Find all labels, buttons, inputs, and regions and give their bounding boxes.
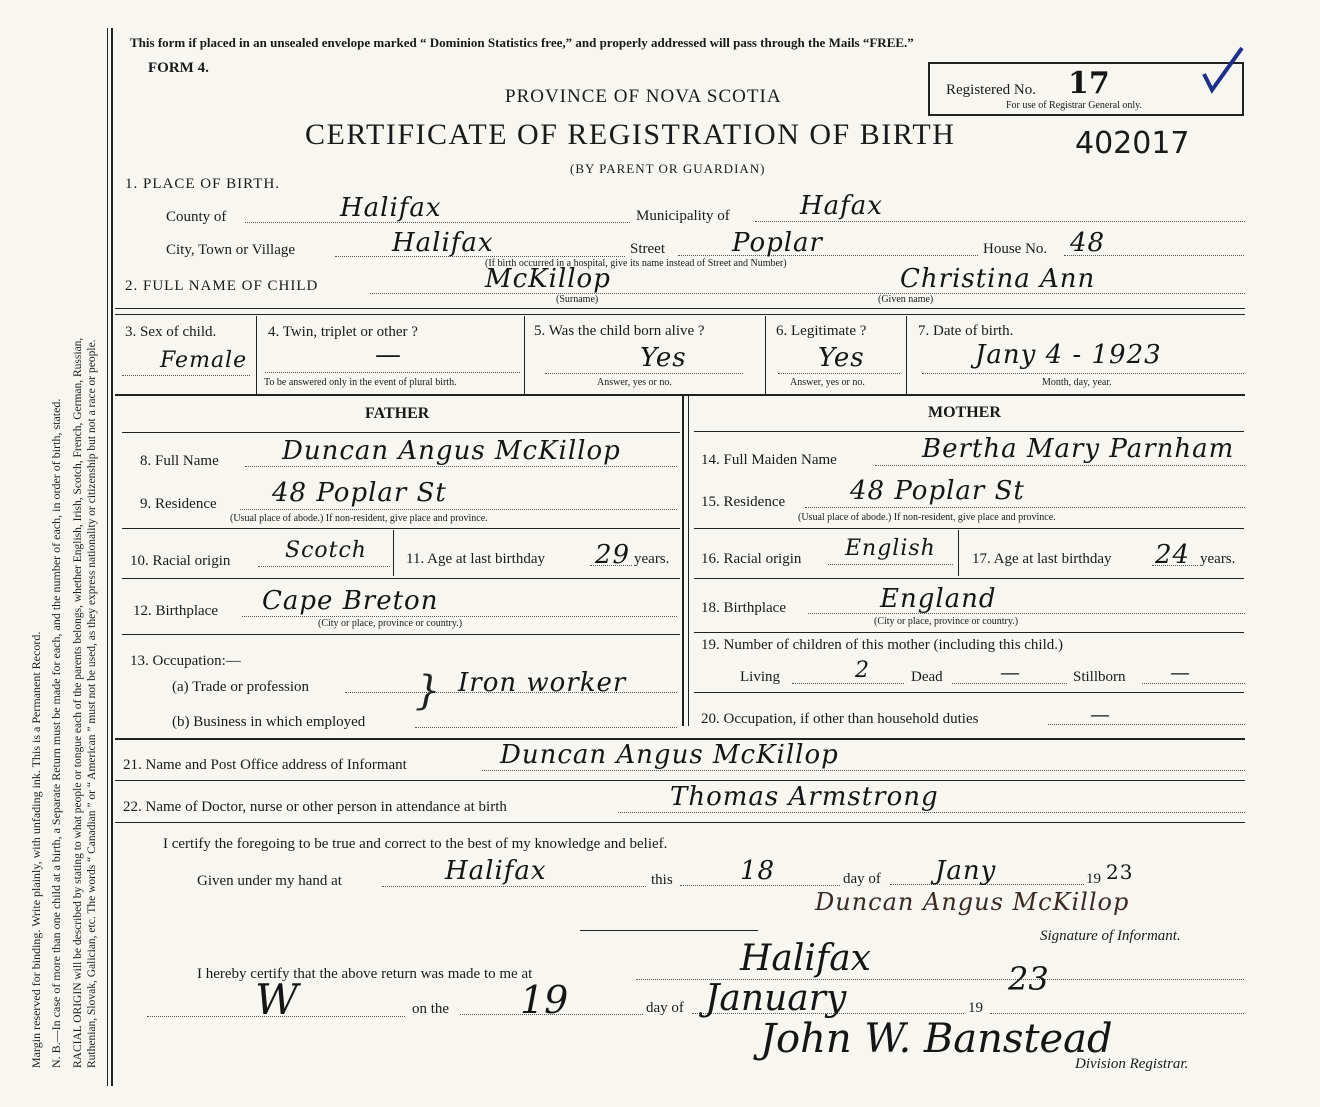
dob-label: 7. Date of birth. <box>918 323 1014 339</box>
hospital-note: (If birth occurred in a hospital, give its name instead of Street and Number) <box>485 258 787 269</box>
county-label: County of <box>166 209 227 225</box>
dead-label: Dead <box>911 669 943 685</box>
legitimate-value: Yes <box>818 343 865 373</box>
dob-note: Month, day, year. <box>1042 377 1112 388</box>
registrar-place-year: 23 <box>1008 960 1049 998</box>
mother-name: Bertha Mary Parnham <box>922 434 1235 464</box>
alive-label: 5. Was the child born alive ? <box>534 323 705 339</box>
city-value: Halifax <box>392 228 494 258</box>
living-label: Living <box>740 669 780 685</box>
given-under-label: Given under my hand at <box>197 873 342 889</box>
dob-value: Jany 4 - 1923 <box>975 340 1162 370</box>
municipality-value: Hafax <box>800 191 883 221</box>
doctor-label: 22. Name of Doctor, nurse or other person in attendance at birth <box>123 799 507 815</box>
father-residence-label: 9. Residence <box>140 496 217 512</box>
registrar-caption: Division Registrar. <box>1075 1056 1189 1072</box>
margin-note-1: Margin reserved for binding. Write plainly, with unfading ink. This is a Permanent Record. <box>29 631 43 1068</box>
mother-race-label: 16. Racial origin <box>701 551 802 567</box>
mother-occupation: — <box>1090 702 1111 726</box>
place-of-birth-heading: 1. PLACE OF BIRTH. <box>125 176 281 192</box>
sex-value: Female <box>160 348 248 373</box>
trade-label: (a) Trade or profession <box>172 679 310 695</box>
business-label: (b) Business in which employed <box>172 714 366 730</box>
given-year: 23 <box>1106 860 1134 884</box>
informant-value: Duncan Angus McKillop <box>500 740 839 770</box>
house-value: 48 <box>1070 228 1106 258</box>
subtitle: (BY PARENT OR GUARDIAN) <box>570 161 766 176</box>
mother-race: English <box>845 536 936 561</box>
certify-statement: I certify the foregoing to be true and correct to the best of my knowledge and belief. <box>163 836 668 852</box>
father-heading: FATHER <box>365 405 430 422</box>
given-day: 18 <box>740 856 776 886</box>
margin-note-2: N. B.—In case of more than one child at a birth, a Separate Return must be made for each, and the number of each, in order of birth, stated. <box>49 398 63 1068</box>
legitimate-label: 6. Legitimate ? <box>776 323 867 339</box>
registrar-place: Halifax <box>740 938 871 979</box>
father-years: years. <box>634 551 670 567</box>
this-label: this <box>651 872 673 888</box>
father-birthplace-note: (City or place, province or country.) <box>318 618 463 629</box>
living-value: 2 <box>855 658 870 683</box>
house-label: House No. <box>983 241 1048 257</box>
twin-value: — <box>375 340 402 370</box>
registrar-signature: John W. Banstead <box>760 1016 1113 1062</box>
registrar-dayof-label: day of <box>646 1000 684 1016</box>
registrar-statement: I hereby certify that the above return was made to me at <box>197 966 533 982</box>
mother-age-label: 17. Age at last birthday <box>972 551 1112 567</box>
street-value: Poplar <box>732 228 823 258</box>
twin-note: To be answered only in the event of plural birth. <box>264 377 457 388</box>
municipality-label: Municipality of <box>636 208 730 224</box>
alive-value: Yes <box>640 343 687 373</box>
margin-note-4: Ruthenian, Slovak, Galician, etc. The words “ Canadian ” or “ American ” must not be used, as they express nationality or citizenship but not a race or people. <box>86 339 98 1068</box>
registered-label: Registered No. <box>946 82 1036 98</box>
mother-occupation-label: 20. Occupation, if other than household duties <box>701 711 979 727</box>
margin-note-3: RACIAL ORIGIN will be described by stating to what people or tongue each of the parents belongs, whether English, Irish, Scotch, French, German, Russian, <box>72 337 84 1068</box>
father-race: Scotch <box>285 538 367 563</box>
father-age-label: 11. Age at last birthday <box>406 551 545 567</box>
father-age: 29 <box>595 540 631 570</box>
stillborn-label: Stillborn <box>1073 669 1126 685</box>
father-birthplace-label: 12. Birthplace <box>133 603 218 619</box>
mother-years: years. <box>1200 551 1236 567</box>
registrar-day: 19 <box>520 978 569 1022</box>
certificate-title: CERTIFICATE OF REGISTRATION OF BIRTH <box>305 118 956 151</box>
surname-caption: (Surname) <box>556 294 599 305</box>
father-race-label: 10. Racial origin <box>130 553 231 569</box>
registrar-note: For use of Registrar General only. <box>1006 100 1142 111</box>
given-month: Jany <box>935 856 997 886</box>
registered-box <box>928 62 1244 116</box>
dead-value: — <box>1000 660 1021 684</box>
mother-residence: 48 Poplar St <box>850 476 1025 506</box>
mother-birthplace-note: (City or place, province or country.) <box>874 616 1019 627</box>
sex-label: 3. Sex of child. <box>125 324 217 340</box>
mother-residence-note: (Usual place of abode.) If non-resident, give place and province. <box>798 512 1056 523</box>
form-number: FORM 4. <box>148 60 209 76</box>
signature-caption: Signature of Informant. <box>1040 928 1181 944</box>
father-name-label: 8. Full Name <box>140 453 219 469</box>
certificate-number: 402017 <box>1075 126 1190 161</box>
twin-label: 4. Twin, triplet or other ? <box>268 324 418 340</box>
informant-label: 21. Name and Post Office address of Informant <box>123 757 407 773</box>
registrar-year-prefix: 19 <box>968 1000 983 1016</box>
father-trade: Iron worker <box>458 668 627 698</box>
child-given-name: Christina Ann <box>900 264 1096 294</box>
mother-birthplace-label: 18. Birthplace <box>701 600 786 616</box>
legitimate-note: Answer, yes or no. <box>790 377 865 388</box>
on-the-label: on the <box>412 1001 450 1017</box>
street-label: Street <box>630 241 665 257</box>
child-surname: McKillop <box>485 264 611 294</box>
father-name: Duncan Angus McKillop <box>282 436 621 466</box>
year-prefix: 19 <box>1086 871 1101 887</box>
alive-note: Answer, yes or no. <box>597 377 672 388</box>
day-of-label: day of <box>843 871 881 887</box>
father-occupation-label: 13. Occupation:— <box>130 653 241 669</box>
mother-residence-label: 15. Residence <box>701 494 786 510</box>
registered-number: 17 <box>1068 66 1110 101</box>
county-value: Halifax <box>340 193 442 223</box>
given-caption: (Given name) <box>878 294 934 305</box>
informant-signature: Duncan Angus McKillop <box>815 888 1130 916</box>
checkmark-icon <box>1200 44 1248 99</box>
stillborn-value: — <box>1170 660 1191 684</box>
father-residence: 48 Poplar St <box>272 478 447 508</box>
mother-name-label: 14. Full Maiden Name <box>701 452 837 468</box>
given-place: Halifax <box>445 856 547 886</box>
mail-notice: This form if placed in an unsealed envelope marked “ Dominion Statistics free,” and properly addressed will pass through the Mails “FREE.” <box>130 35 914 50</box>
child-name-label: 2. FULL NAME OF CHILD <box>125 278 319 294</box>
children-label: 19. Number of children of this mother (including this child.) <box>701 637 1064 653</box>
doctor-value: Thomas Armstrong <box>670 782 939 812</box>
registrar-month: January <box>705 978 847 1019</box>
city-label: City, Town or Village <box>166 242 296 258</box>
mother-birthplace: England <box>880 584 997 614</box>
father-birthplace: Cape Breton <box>262 586 439 616</box>
brace-icon: } <box>415 668 441 714</box>
mother-heading: MOTHER <box>928 404 1001 421</box>
registrar-initials: W <box>255 975 299 1024</box>
mother-age: 24 <box>1155 540 1191 570</box>
province-title: PROVINCE OF NOVA SCOTIA <box>505 86 782 107</box>
father-residence-note: (Usual place of abode.) If non-resident, give place and province. <box>230 513 488 524</box>
